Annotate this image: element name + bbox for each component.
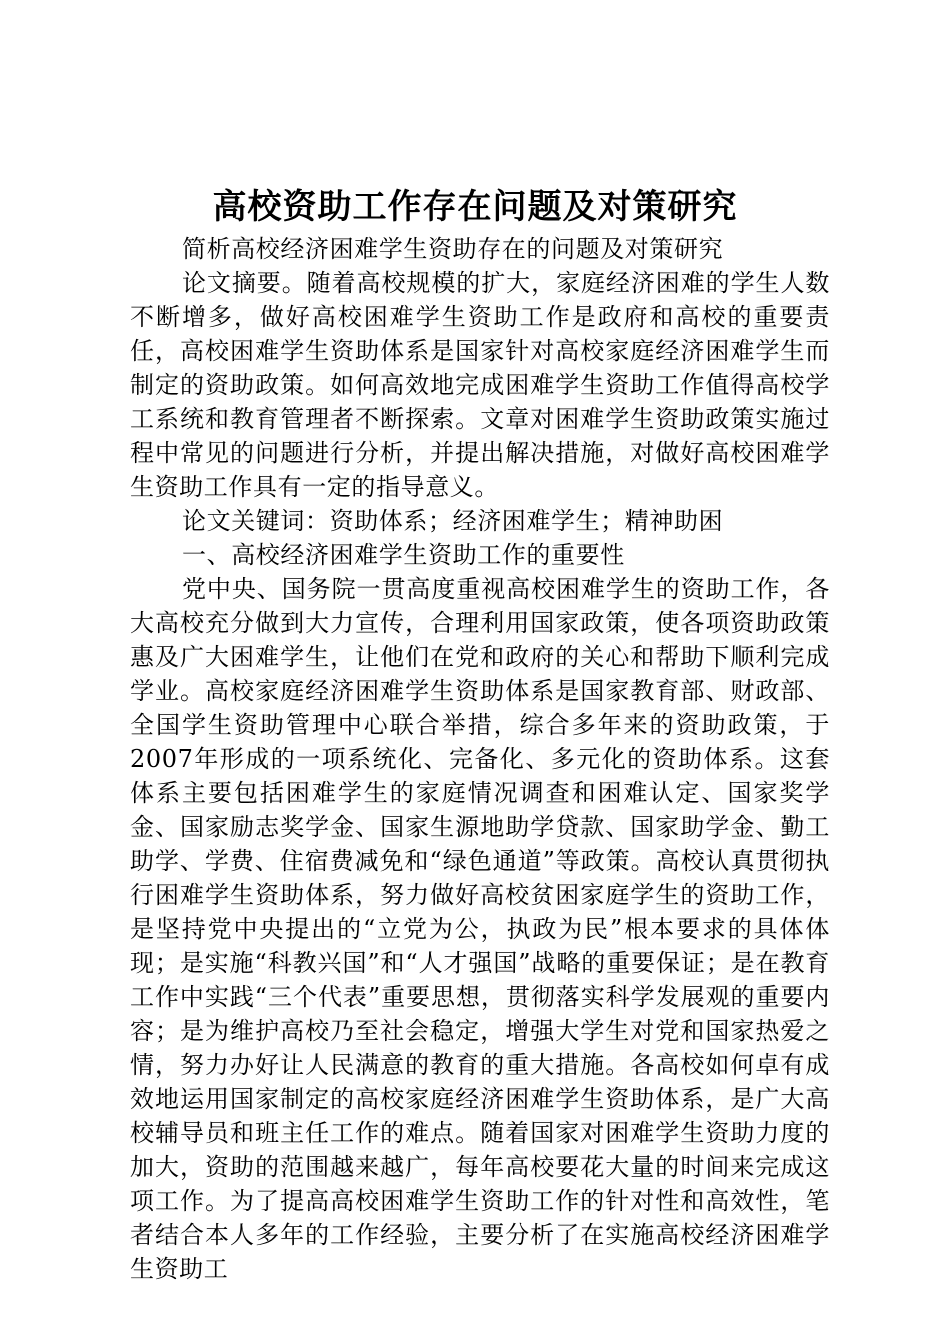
subtitle-paragraph: 简析高校经济困难学生资助存在的问题及对策研究 bbox=[182, 235, 724, 263]
document-title: 高校资助工作存在问题及对策研究 bbox=[212, 187, 738, 227]
abstract-paragraph: 论文摘要。随着高校规模的扩大，家庭经济困难的学生人数不断增多，做好高校困难学生资助工作是政府和高校的重要责任，高校困难学生资助体系是国家针对高校家庭经济困难学生而制定的资助政策。如何高效地完成困难学生资助工作值得高校学工系统和教育管理者不断探索。文章对困难学生资助政策实施过程中常见的问题进行分析，并提出解决措施，对做好高校困难学生资助工作具有一定的指导意义。 bbox=[130, 269, 830, 501]
section-paragraph: 党中央、国务院一贯高度重视高校困难学生的资助工作，各大高校充分做到大力宣传，合理利用国家政策，使各项资助政策惠及广大困难学生，让他们在党和政府的关心和帮助下顺利完成学业。高校家庭经济困难学生资助体系是国家教育部、财政部、全国学生资助管理中心联合举措，综合多年来的资助政策，于2007年形成的一项系统化、完备化、多元化的资助体系。这套体系主要包括困难学生的家庭情况调查和困难认定、国家奖学金、国家励志奖学金、国家生源地助学贷款、国家助学金、勤工助学、学费、住宿费减免和“绿色通道”等政策。高校认真贯彻执行困难学生资助体系，努力做好高校贫困家庭学生的资助工作，是坚持党中央提出的“立党为公，执政为民”根本要求的具体体现；是实施“科教兴国”和“人才强国”战略的重要保证；是在教育工作中实践“三个代表”重要思想，贯彻落实科学发展观的重要内容；是为维护高校乃至社会稳定，增强大学生对党和国家热爱之情，努力办好让人民满意的教育的重大措施。各高校如何卓有成效地运用国家制定的高校家庭经济困难学生资助体系，是广大高校辅导员和班主任工作的难点。随着国家对困难学生资助力度的加大，资助的范围越来越广，每年高校要花大量的时间来完成这项工作。为了提高高校困难学生资助工作的针对性和高效性，笔者结合本人多年的工作经验，主要分析了在实施高校经济困难学生资助工 bbox=[130, 575, 830, 1283]
document-body bbox=[130, 232, 830, 1286]
keywords-paragraph: 论文关键词：资助体系；经济困难学生；精神助困 bbox=[182, 507, 724, 535]
section-heading: 一、高校经济困难学生资助工作的重要性 bbox=[182, 541, 625, 569]
